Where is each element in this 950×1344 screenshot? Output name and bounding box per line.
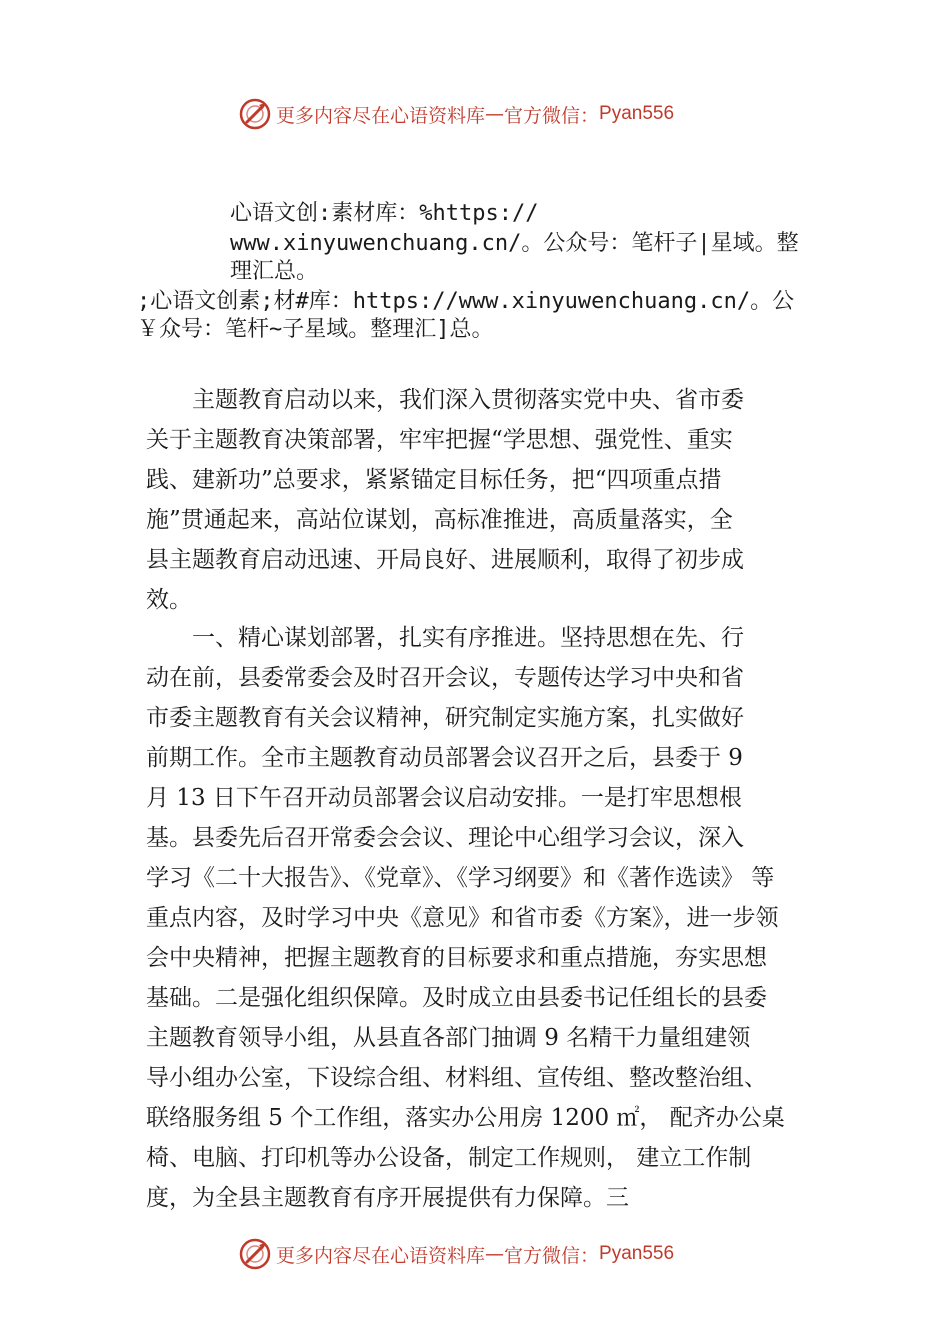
paragraph-line: 椅、电脑、打印机等办公设备，制定工作规则， 建立工作制 (146, 1145, 752, 1171)
paragraph-line: 主题教育启动以来，我们深入贯彻落实党中央、省市委 (146, 387, 744, 413)
paragraph-line: 导小组办公室，下设综合组、材料组、宣传组、整改整治组、 (146, 1065, 767, 1091)
paragraph-line: 践、建新功”总要求，紧紧锚定目标任务，把“四项重点措 (146, 467, 722, 493)
brand-logo-icon (238, 97, 272, 131)
paragraph-line: 施”贯通起来，高站位谋划，高标准推进，高质量落实，全 (146, 507, 733, 533)
banner-separator: — (485, 103, 505, 125)
paragraph-line: 效。 (146, 587, 192, 613)
paragraph-line: 主题教育领导小组，从县直各部门抽调 9 名精干力量组建领 (146, 1025, 751, 1051)
paragraph-line: 关于主题教育决策部署，牢牢把握“学思想、强党性、重实 (146, 427, 733, 453)
paragraph-line: 基础。二是强化组织保障。及时成立由县委书记任组长的县委 (146, 985, 767, 1011)
paragraph-line: 学习《二十大报告》、《党章》、《学习纲要》和《著作选读》 等 (146, 865, 775, 891)
banner-wechat-id: Pyan556 (599, 103, 675, 124)
header-banner (238, 96, 674, 132)
watermark-line-3: 理汇总。 (230, 259, 319, 284)
paragraph-line: 动在前，县委常委会及时召开会议，专题传达学习中央和省 (146, 665, 744, 691)
banner-separator: — (485, 1243, 505, 1265)
footer-banner (238, 1236, 674, 1272)
paragraph-line: 市委主题教育有关会议精神，研究制定实施方案，扎实做好 (146, 705, 744, 731)
paragraph-line: 前期工作。全市主题教育动员部署会议召开之后，县委于 9 (146, 745, 743, 771)
watermark-line-2: www.xinyuwenchuang.cn/。公众号：笔杆子|星域。整 (230, 231, 799, 256)
paragraph-line: 度，为全县主题教育有序开展提供有力保障。三 (146, 1185, 629, 1211)
body-paragraph-1 (146, 380, 826, 620)
watermark-line-1: 心语文创:素材库：%https:// (230, 201, 539, 226)
paragraph-line: 联络服务组 5 个工作组，落实办公用房 1200 ㎡， 配齐办公桌 (146, 1105, 785, 1131)
paragraph-line: 一、精心谋划部署，扎实有序推进。坚持思想在先、行 (146, 625, 744, 651)
banner-title: 更多内容尽在心语资料库 (276, 1244, 486, 1267)
banner-wechat-label: 官方微信： (504, 1244, 600, 1267)
banner-wechat-id: Pyan556 (599, 1243, 675, 1264)
paragraph-line: 重点内容，及时学习中央《意见》和省市委《方案》，进一步领 (146, 905, 779, 931)
banner-wechat-label: 官方微信： (504, 104, 600, 127)
watermark-line-4: ;心语文创素;材#库：https://www.xinyuwenchuang.cn/。公 (137, 289, 795, 314)
body-paragraph-2 (146, 618, 826, 1218)
paragraph-line: 县主题教育启动迅速、开局良好、进展顺利，取得了初步成 (146, 547, 744, 573)
brand-logo-icon (238, 1237, 272, 1271)
watermark-line-5: ￥众号：笔杆~子星域。整理汇]总。 (137, 317, 494, 342)
banner-title: 更多内容尽在心语资料库 (276, 104, 486, 127)
paragraph-line: 基。县委先后召开常委会会议、理论中心组学习会议，深入 (146, 825, 744, 851)
paragraph-line: 月 13 日下午召开动员部署会议启动安排。一是打牢思想根 (146, 785, 742, 811)
paragraph-line: 会中央精神，把握主题教育的目标要求和重点措施，夯实思想 (146, 945, 767, 971)
